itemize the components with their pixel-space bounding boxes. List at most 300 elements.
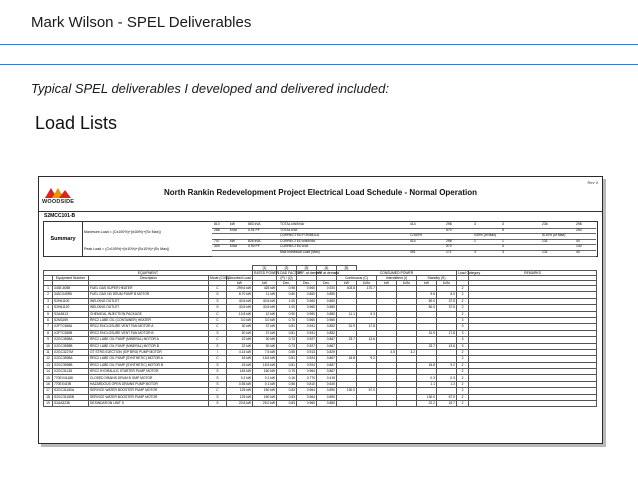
table-cell: 2	[457, 349, 469, 355]
table-cell: 0.3	[417, 375, 437, 381]
table-cell: S	[209, 375, 227, 381]
table-cell: 403.8	[337, 286, 357, 292]
table-cell: RRC2 ENCLOSURE VENT FAN MOTOR A	[89, 324, 209, 330]
mode-header: Mode (C/I/S)	[210, 276, 230, 280]
note-1: [1]	[253, 266, 277, 271]
table-cell: S	[209, 330, 227, 336]
unit-cell: kVAr	[437, 281, 457, 286]
table-cell: 2	[457, 375, 469, 381]
table-cell: 0.890	[317, 394, 337, 400]
table-cell: S	[209, 292, 227, 298]
summary-cell: 3	[474, 250, 476, 254]
table-cell: I	[209, 349, 227, 355]
table-cell: 9.2	[357, 356, 377, 362]
summary-cell: 40	[576, 238, 580, 243]
table-cell: SERVICE WATER BOOSTER PUMP MOTOR	[89, 394, 209, 400]
sheet-title: North Rankin Redevelopment Project Electrical Load Schedule - Normal Operation	[164, 188, 477, 197]
note-3: [3]	[297, 266, 317, 271]
table-cell: S	[209, 381, 227, 387]
table-cell: 0.960	[297, 311, 317, 317]
table-cell: 2	[457, 305, 469, 311]
summary-cell: 298	[446, 238, 452, 243]
table-cell: 8.70 kW	[227, 292, 253, 298]
table-cell: 0.964	[297, 388, 317, 394]
table-cell: 23.7	[417, 343, 437, 349]
table-cell: 0.70	[277, 317, 297, 323]
table-cell: 12 kW	[253, 311, 277, 317]
table-cell: 0.852	[317, 330, 337, 336]
equipment-header: EQUIPMENT	[44, 271, 253, 276]
summary-cell: C/100%	[410, 233, 423, 238]
table-cell: 0.927	[297, 343, 317, 349]
table-cell: S2AA3238	[53, 401, 89, 407]
table-cell: 160 kW	[253, 369, 277, 375]
table-cell: 14	[44, 369, 53, 375]
table-cell: 0.927	[297, 337, 317, 343]
efficiency-header: EFF. at demand	[298, 271, 322, 275]
max-load-formula: Maximum Load = (Cx100%)+(Ix30%)+(Sx Max))	[84, 230, 161, 234]
intermittent-header: Intermittent (I)	[377, 276, 417, 281]
table-cell: 0.640	[317, 381, 337, 387]
table-cell: GT STRG EJECTION (S/P BRG) PUMP MOTOR	[89, 349, 209, 355]
table-cell: 0.860	[317, 401, 337, 407]
table-cell: 0.867	[317, 362, 337, 368]
summary-cell: 0.90 PF	[248, 244, 260, 249]
summary-cell: 171	[446, 250, 452, 254]
table-cell: 1.3	[437, 381, 457, 387]
table-cell: 0.81	[277, 324, 297, 330]
table-cell: CLOSED DRAINS DRUM B OMP MOTOR	[89, 375, 209, 381]
table-cell: 2	[457, 388, 469, 394]
table-cell: 18	[44, 394, 53, 400]
table-cell: 30 kW	[253, 337, 277, 343]
summary-row	[212, 250, 596, 257]
table-cell: 13	[44, 362, 53, 368]
table-cell: 0.941	[297, 330, 317, 336]
summary-cell: CORRECTED FORMULA	[280, 233, 319, 238]
table-cell: 0.90	[277, 311, 297, 317]
table-cell: 0.81	[277, 362, 297, 368]
summary-grid	[212, 222, 596, 256]
unit-cell: Dec.	[297, 281, 317, 286]
table-cell: 18.5 kW	[253, 362, 277, 368]
table-cell: 13.6	[437, 343, 457, 349]
summary-cell: I/30% (of Max)	[474, 233, 497, 238]
table-cell: 7.5 kW	[253, 349, 277, 355]
table-cell: 3	[457, 343, 469, 349]
summary-cell: 570	[446, 244, 452, 249]
table-cell: 31.9	[337, 324, 357, 330]
note-4: [4]	[317, 266, 337, 271]
unit-cell: kW	[227, 281, 253, 286]
table-cell: 22 kW	[227, 337, 253, 343]
table-cell: 0.3	[437, 375, 457, 381]
unit-cell: kW	[253, 281, 277, 286]
table-cell: 0.829	[317, 349, 337, 355]
summary-cell: 298	[446, 222, 452, 226]
table-cell: 0.924	[297, 362, 317, 368]
table-cell: 9	[44, 337, 53, 343]
table-cell: 0.810	[297, 381, 317, 387]
table-cell: S2H61120	[53, 305, 89, 311]
description-header: Description	[89, 276, 209, 281]
summary-cell: 40	[576, 250, 580, 254]
table-cell: 3.0 kW	[253, 317, 277, 323]
table-cell: 343CX45R6	[53, 292, 89, 298]
summary-cell: TOTAL kW/kVAr	[280, 222, 305, 226]
table-cell: 0.964	[297, 369, 317, 375]
table-cell: 15 kW	[227, 362, 253, 368]
table-cell: RRC2 ENCLOSURE VENT FAN MOTOR B	[89, 330, 209, 336]
table-cell: 0.81	[277, 356, 297, 362]
summary-cell: 810	[214, 222, 220, 226]
unit-cell: kW	[377, 281, 397, 286]
table-cell: S2GC31180A	[53, 388, 89, 394]
table-cell: S2AA513	[53, 311, 89, 317]
summary-cell: 140	[576, 244, 582, 249]
table-cell: 2	[457, 381, 469, 387]
table-cell: 3	[457, 324, 469, 330]
table-cell: 0.960	[297, 317, 317, 323]
table-cell: 16	[44, 381, 53, 387]
table-cell: 50.0	[417, 305, 437, 311]
table-cell: 30 kW	[253, 343, 277, 349]
table-cell: RRC2 HYDRAULIC STARTER PUMP MOTOR	[89, 369, 209, 375]
table-cell: 11	[44, 349, 53, 355]
table-cell: 22 kW	[227, 343, 253, 349]
table-cell: 0.2 kW	[227, 375, 253, 381]
table-cell: 23.7	[337, 337, 357, 343]
table-cell: X2GC3227M	[53, 349, 89, 355]
summary-cell: 491	[410, 250, 416, 254]
summary-cell: 3	[474, 222, 476, 226]
summary-cell: 304	[214, 244, 220, 249]
table-cell: X2GC3598A	[53, 356, 89, 362]
table-cell: S	[209, 298, 227, 304]
table-cell	[337, 401, 357, 407]
table-cell: 37.5	[437, 298, 457, 304]
unit-cell: kW	[337, 281, 357, 286]
table-cell: 125 kW	[227, 388, 253, 394]
load-factor-header: LOAD FACTOR	[278, 271, 302, 275]
table-cell: 6	[44, 317, 53, 323]
table-cell: 0.83	[277, 388, 297, 394]
table-cell: S2GC31180B	[53, 394, 89, 400]
table-cell: 0.55	[277, 349, 297, 355]
table-cell: 2	[44, 292, 53, 298]
summary-cell: 0.91 PF	[248, 227, 260, 232]
table-cell: C	[209, 311, 227, 317]
summary-cell: kW	[230, 222, 235, 226]
table-cell: 30 kW	[227, 324, 253, 330]
table-cell: 2	[457, 369, 469, 375]
table-cell: CHEMICAL INJECTION PACKAGE	[89, 311, 209, 317]
table-cell: 130.0	[417, 394, 437, 400]
table-row	[44, 401, 597, 407]
summary-cell: 683 kVA	[248, 222, 261, 226]
table-cell: 3	[457, 330, 469, 336]
table-cell: 2	[457, 401, 469, 407]
table-cell: 6.0	[437, 292, 457, 298]
table-cell	[397, 401, 417, 407]
table-cell: X2GC3598A	[53, 337, 89, 343]
table-cell: 770EX41188	[53, 375, 89, 381]
table-cell: 2	[457, 286, 469, 292]
summary-cell: 1	[502, 238, 504, 243]
table-cell: 0.867	[317, 369, 337, 375]
table-cell: 0.960	[317, 317, 337, 323]
table-cell: 37 kW	[253, 324, 277, 330]
table-cell: 1.1	[417, 381, 437, 387]
subtitle-divider	[0, 64, 638, 65]
table-cell: 19	[44, 401, 53, 407]
table-cell: X2GC31138	[53, 369, 89, 375]
table-cell: 3	[457, 317, 469, 323]
summary-cell: 626 kVA	[248, 238, 261, 243]
summary-cell: 747	[214, 238, 220, 243]
table-cell: SERVICE WATER BOOSTER PUMP MOTOR	[89, 388, 209, 394]
table-cell: 1.00	[277, 305, 297, 311]
table-cell: 67.0	[357, 388, 377, 394]
summary-cell: 294	[576, 227, 582, 232]
table-cell: 19.7	[437, 401, 457, 407]
table-cell	[357, 401, 377, 407]
summary-cell: TOTAL kVA	[280, 227, 298, 232]
summary-cell: CORRECTED kVA	[280, 244, 309, 249]
table-cell: 425 kW	[253, 286, 277, 292]
table-cell: 8	[44, 330, 53, 336]
section-heading: Load Lists	[35, 113, 118, 133]
table-cell: 2	[457, 292, 469, 298]
summary-cell: S/10% (of Max)	[542, 233, 566, 238]
unit-cell: kVAr	[397, 281, 417, 286]
table-cell: S2H61100	[53, 298, 89, 304]
remarks-header: REMARKS	[469, 271, 597, 276]
standby-header: Standby (S)	[417, 276, 457, 281]
summary-cell: 236	[542, 222, 548, 226]
table-cell: 18.5 kW	[253, 356, 277, 362]
table-cell: 37.5	[437, 305, 457, 311]
table-cell: 6.3	[357, 311, 377, 317]
table-cell: 2	[457, 298, 469, 304]
table-cell: S	[209, 362, 227, 368]
table-cell: 7	[44, 324, 53, 330]
table-cell: RRC2 LUBE OIL PUMP (SYNTHETIC) MOTOR B	[89, 362, 209, 368]
table-cell: 30 kW	[227, 330, 253, 336]
table-cell: 0.867	[317, 356, 337, 362]
table-cell: 145 kW	[227, 369, 253, 375]
table-cell: 10.8 kW	[227, 311, 253, 317]
table-cell: RRC2 LUBE OIL (CONTAINER) HEATER	[89, 317, 209, 323]
table-cell: S2M3J59	[53, 317, 89, 323]
unit-cell: Dec.	[317, 281, 337, 286]
summary-label: Summary	[44, 222, 83, 256]
table-cell: 150 kW	[253, 394, 277, 400]
table-cell: 0.415	[317, 375, 337, 381]
table-cell: 0.73	[277, 337, 297, 343]
table-cell: 0.964	[297, 394, 317, 400]
table-cell: 0.867	[317, 343, 337, 349]
table-cell: 5	[44, 311, 53, 317]
table-cell: 10	[44, 343, 53, 349]
table-cell: 0.852	[317, 324, 337, 330]
table-cell: 0.80	[277, 292, 297, 298]
table-cell: 1	[44, 286, 53, 292]
table-cell: FUEL GAS SUPER HEATER	[89, 286, 209, 292]
table-cell: 0.770	[297, 375, 317, 381]
table-cell: 0.79	[277, 369, 297, 375]
table-cell: DESINDATION UNIT S	[89, 401, 209, 407]
table-cell: S	[209, 369, 227, 375]
summary-cell: 3	[502, 250, 504, 254]
table-cell: 13.6	[357, 337, 377, 343]
revision-label: Rev 0	[587, 180, 598, 185]
summary-cell: 414	[410, 222, 416, 226]
table-cell: RRC2 LUBE OIL PUMP (MINERAL) MOTOR A	[89, 337, 209, 343]
table-cell: 67.0	[437, 394, 457, 400]
table-cell: 0.880	[317, 311, 337, 317]
load-schedule-sheet	[38, 176, 603, 444]
pq-header: (P) / (Q)	[277, 276, 297, 281]
note-2: [2]	[277, 266, 297, 271]
table-cell: 0.890	[317, 388, 337, 394]
table-cell: 4.5	[377, 349, 397, 355]
table-cell: 130.0	[337, 388, 357, 394]
summary-cell: 3	[502, 222, 504, 226]
pf-header: PF at demand	[318, 271, 340, 275]
table-cell: 12	[44, 356, 53, 362]
table-cell: 3	[457, 337, 469, 343]
summary-cell: 131	[542, 238, 548, 243]
table-cell: 0.55 kW	[227, 381, 253, 387]
table-cell: 0.860	[317, 298, 337, 304]
summary-cell: 286	[214, 227, 220, 232]
table-cell: 50.0	[417, 298, 437, 304]
table-cell: 0.860	[317, 305, 337, 311]
table-cell: 37 kW	[253, 330, 277, 336]
switchboard-id: S2MCC101-B	[44, 213, 76, 219]
table-cell: 25.0 kW	[253, 401, 277, 407]
summary-cell: 4	[502, 244, 504, 249]
unit-cell: Dec.	[277, 281, 297, 286]
summary-cell: kW	[230, 238, 235, 243]
table-cell: 11.1	[337, 311, 357, 317]
table-cell: 15	[44, 375, 53, 381]
table-cell: 0.960	[297, 286, 317, 292]
table-cell: 20.8 kW	[227, 401, 253, 407]
table-cell: 0.83	[277, 401, 297, 407]
consumed-power-header: CONSUMED POWER	[337, 271, 457, 276]
load-category-header: Load Category	[458, 271, 481, 275]
table-cell: 16.8	[417, 362, 437, 368]
table-cell: 125 kW	[227, 394, 253, 400]
table-cell: 150 kW	[253, 388, 277, 394]
sheet-header	[39, 177, 602, 212]
continuous-header: Continuous (C)	[337, 276, 377, 281]
table-cell: 2	[457, 362, 469, 368]
table-cell: S	[209, 394, 227, 400]
summary-cell: 5	[502, 227, 504, 232]
summary-cell: Max Individual Load (Max)	[280, 250, 320, 254]
table-cell: S	[209, 343, 227, 349]
table-cell: S	[209, 401, 227, 407]
remarks-cell	[469, 401, 597, 407]
rated-power-header: RATED POWER	[254, 271, 279, 275]
table-cell: 0.56	[277, 381, 297, 387]
table-cell: 0.960	[297, 298, 317, 304]
slide-title: Mark Wilson - SPEL Deliverables	[31, 14, 252, 31]
table-cell: 0.73	[277, 343, 297, 349]
table-cell: C	[209, 388, 227, 394]
logo-wordmark: WOODSIDE	[42, 199, 75, 205]
table-cell: 0.1 kW	[253, 375, 277, 381]
table-cell: 0.920	[317, 286, 337, 292]
table-cell: 2	[457, 394, 469, 400]
table-cell: 0.924	[297, 356, 317, 362]
summary-cell: 298	[576, 222, 582, 226]
table-cell: 3	[44, 298, 53, 304]
table-cell: 15 kW	[227, 356, 253, 362]
absorbed-load-header: Absorbed Load	[228, 276, 251, 280]
table-cell: 40.8 kW	[227, 298, 253, 304]
table-cell: X2GC3598B	[53, 343, 89, 349]
table-cell: 0.960	[297, 401, 317, 407]
table-cell: RRC2 LUBE OIL PUMP (MINERAL) MOTOR B	[89, 343, 209, 349]
table-cell: WELDING OUTLET	[89, 298, 209, 304]
table-cell: C	[209, 337, 227, 343]
summary-cell: CORRECTED kW/kVAr	[280, 238, 316, 243]
table-cell: C	[209, 286, 227, 292]
slide-subtitle: Typical SPEL deliverables I developed and delivered included:	[31, 81, 389, 96]
table-cell: 0.913	[297, 349, 317, 355]
table-cell: 3.2	[397, 349, 417, 355]
table-cell: 343E-6058	[53, 286, 89, 292]
table-cell: 11 kW	[253, 292, 277, 298]
table-cell: 31.9	[417, 330, 437, 336]
summary-cell: kVAr	[230, 227, 238, 232]
table-cell: 2	[457, 311, 469, 317]
table-cell: 4	[44, 305, 53, 311]
summary-cell: 414	[410, 238, 416, 243]
table-cell: S	[209, 305, 227, 311]
table-cell: 9.6	[417, 292, 437, 298]
table-cell: X2FTC558A	[53, 324, 89, 330]
peak-load-formula: Peak Load = (Cx100%)+(Ix10%)+(Sx10%)+(Sx Max))	[84, 247, 170, 251]
table-cell: 17	[44, 388, 53, 394]
summary-cell: kVAr	[230, 244, 238, 249]
table-cell: X2GC3598B	[53, 362, 89, 368]
load-table	[43, 265, 597, 407]
table-cell: 40.8 kW	[253, 298, 277, 304]
title-divider	[0, 44, 638, 45]
table-cell: FUEL GAS HD DRUM PUMP B MOTOR	[89, 292, 209, 298]
table-cell: 3.0 kW	[227, 317, 253, 323]
unit-cell: kW	[417, 281, 437, 286]
table-cell: C	[209, 324, 227, 330]
table-cell: X2FTC558B	[53, 330, 89, 336]
table-cell: WELDING OUTLET	[89, 305, 209, 311]
summary-cell: 570	[446, 227, 452, 232]
table-cell: HAZARDOUS OPEN DRAINS PUMP MOTOR	[89, 381, 209, 387]
table-cell: C	[209, 317, 227, 323]
table-cell: 22.2	[417, 401, 437, 407]
table-cell: 0.83	[277, 394, 297, 400]
table-cell: RRC2 LUBE OIL PUMP (SYNTHETIC) MOTOR A	[89, 356, 209, 362]
table-cell: 4.14 kW	[227, 349, 253, 355]
table-cell	[377, 401, 397, 407]
table-cell: C	[209, 356, 227, 362]
table-cell: 0.98	[277, 286, 297, 292]
